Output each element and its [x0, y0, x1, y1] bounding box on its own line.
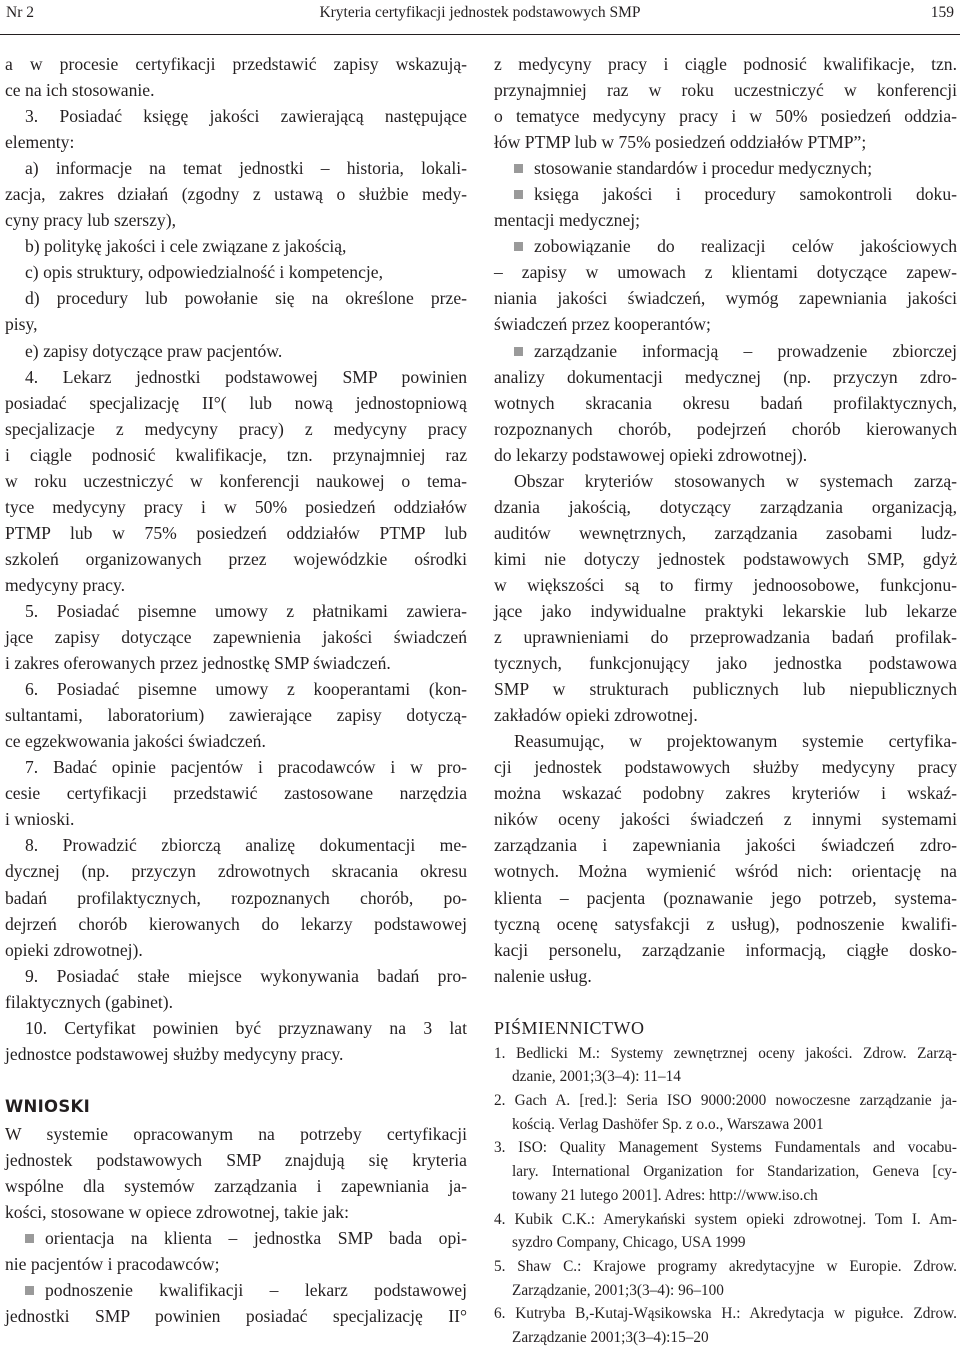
text-line [494, 728, 957, 754]
text-line [494, 520, 957, 546]
line-text: orientacja na klienta – jednostka SMP bada opi- [45, 1228, 467, 1249]
line-text: ce na ich stosowanie. [5, 80, 155, 101]
line-text: Reasumując, w projektowanym systemie certyfika- [514, 731, 957, 752]
line-text: 8. Prowadzić zbiorczą analizę dokumentacji me- [25, 835, 467, 856]
text-line [494, 103, 957, 129]
left-column [5, 51, 467, 1329]
line-text: z medycyny pracy i ciągle podnosić kwalifikacje, tzn. [494, 54, 957, 74]
text-line [5, 598, 467, 624]
line-text: jednostki SMP powinien posiadać specjalizację II° [5, 1306, 467, 1327]
text-line [494, 546, 957, 572]
text-line [494, 364, 957, 390]
line-text: analizy dokumentacji medycznej (np. przyczyn zdro- [494, 366, 957, 387]
line-text: c) opis struktury, odpowiedzialność i kompetencje, [25, 262, 383, 283]
text-line [494, 390, 957, 416]
line-text: pisy, [5, 314, 38, 335]
bullet-line [494, 338, 957, 364]
line-text: zacja, zakres działań (zgodny z ustawą o służbie medy- [5, 184, 467, 205]
line-text: 5. Shaw C.: Krajowe programy akredytacyjne w Europie. Zdrow. [494, 1257, 957, 1275]
reference-line [494, 1302, 957, 1326]
line-text: 4. Lekarz jednostki podstawowej SMP powinien [25, 366, 467, 387]
reference-line [494, 1160, 957, 1184]
text-line [5, 1251, 467, 1277]
line-text: a w procesie certyfikacji przedstawić zapisy wskazują- [5, 54, 467, 74]
line-text: o tematyce medycyny pracy i w 50% posiedzeń oddzia- [494, 106, 957, 127]
text-line [5, 520, 467, 546]
reference-line [494, 1065, 957, 1089]
line-text: cji jednostek podstawowych służby medycyny pracy [494, 757, 957, 778]
text-line [5, 103, 467, 129]
line-text: 6. Posiadać pisemne umowy z kooperantami (kon- [25, 679, 467, 700]
line-text: klienta – pacjenta (poznawanie jego potrzeb, systema- [494, 887, 957, 908]
text-line [5, 989, 467, 1015]
reference-line [494, 1255, 957, 1279]
text-line [5, 572, 467, 598]
text-line [5, 676, 467, 702]
references-list [494, 1042, 957, 1350]
page-number: 159 [930, 4, 954, 21]
line-text: zobowiązanie do realizacji celów jakościowych [534, 236, 957, 257]
line-text: W systemie opracowanym na potrzeby certyfikacji [5, 1123, 467, 1144]
line-text: auditów wewnętrznych, zarządzania zasobami ludz- [494, 522, 957, 543]
text-line [5, 311, 467, 337]
line-text: b) politykę jakości i cele związane z jakością, [25, 236, 347, 257]
line-text: kością. Verlag Dashöfer Sp. z o.o., Warszawa 2001 [512, 1115, 824, 1133]
reference-line [494, 1208, 957, 1232]
text-line [5, 754, 467, 780]
line-text: filaktycznych (gabinet). [5, 991, 174, 1012]
square-bullet-icon [25, 1234, 34, 1243]
reference-line [494, 1231, 957, 1255]
line-text: można wskazać podobny zakres kryteriów i wskaź- [494, 783, 957, 804]
line-text: medycyny pracy. [5, 574, 126, 595]
text-line [494, 468, 957, 494]
line-text: w roku uczestniczyć w konferencji naukowej o tema- [5, 470, 467, 491]
section-spacer [5, 1067, 467, 1093]
text-line [5, 858, 467, 884]
bullet-line [5, 1277, 467, 1303]
line-text: nie pacjentów i pracodawców; [5, 1254, 220, 1275]
line-text: towany 21 lutego 2001]. Adres: http://www.iso.ch [512, 1186, 818, 1204]
bullet-line [494, 181, 957, 207]
line-text: tyce medycyny pracy i w 50% posiedzeń oddziałów [5, 496, 467, 517]
text-line [494, 494, 957, 520]
text-line [5, 1041, 467, 1067]
text-line [5, 129, 467, 155]
text-line [5, 1173, 467, 1199]
line-text: Obszar kryteriów stosowanych w systemach zarzą- [514, 470, 957, 491]
line-text: i zakres oferowanych przez jednostkę SMP świadczeń. [5, 653, 391, 674]
right-column [494, 51, 957, 1350]
line-text: SMP w strukturach publicznych lub niepublicznych [494, 679, 957, 700]
line-text: ników oceny jakości świadczeń z innymi systemami [494, 809, 957, 830]
line-text: dycznej (np. przyczyn zdrowotnych skracania okresu [5, 861, 467, 882]
text-line [5, 233, 467, 259]
text-line [5, 546, 467, 572]
text-line [5, 442, 467, 468]
line-text: dzanie, 2001;3(3–4): 11–14 [512, 1068, 681, 1086]
reference-line [494, 1042, 957, 1066]
reference-line [494, 1113, 957, 1137]
bullet-line [494, 233, 957, 259]
line-text: kacji personelu, zarządzanie informacją, ciągłe dosko- [494, 939, 957, 960]
line-text: specjalizacje z medycyny pracy) z medycyny pracy [5, 418, 467, 439]
line-text: dejrzeń chorób kierowanych do lekarzy podstawowej [5, 913, 467, 934]
text-line [5, 155, 467, 181]
text-line [5, 780, 467, 806]
text-line [5, 77, 467, 103]
line-text: jące zapisy dotyczące zapewnienia jakości świadczeń [5, 627, 467, 648]
line-text: PTMP lub w 75% posiedzeń oddziałów PTMP lub [5, 522, 467, 543]
text-line [494, 285, 957, 311]
left-body-text [5, 51, 467, 1067]
issue-number: Nr 2 [6, 4, 34, 21]
text-line [5, 650, 467, 676]
line-text: podnoszenie kwalifikacji – lekarz podstawowej [45, 1280, 467, 1301]
running-header [0, 0, 960, 34]
text-line [494, 51, 957, 77]
text-line [494, 259, 957, 285]
text-line [5, 937, 467, 963]
line-text: przynajmniej raz w roku uczestniczyć w konferencji [494, 80, 957, 101]
text-line [5, 1303, 467, 1329]
text-line [494, 598, 957, 624]
line-text: e) zapisy dotyczące praw pacjentów. [25, 340, 283, 361]
text-line [5, 911, 467, 937]
line-text: i wnioski. [5, 809, 75, 830]
line-text: tycznych, funkcjonujący jako jednostka podstawowa [494, 653, 957, 674]
text-line [494, 885, 957, 911]
line-text: opieki zdrowotnej). [5, 939, 143, 960]
text-line [5, 416, 467, 442]
text-line [5, 207, 467, 233]
line-text: posiadać specjalizację II°( lub nową jednostopniową [5, 392, 467, 413]
text-line [5, 1121, 467, 1147]
line-text: 5. Posiadać pisemne umowy z płatnikami zawiera- [25, 600, 467, 621]
text-line [5, 51, 467, 77]
line-text: wotnych skracania okresu badań profilaktycznych, [494, 392, 957, 413]
text-line [494, 676, 957, 702]
header-rule [0, 34, 960, 35]
text-line [494, 311, 957, 337]
references-heading: PIŚMIENNICTWO [494, 1017, 645, 1038]
text-line [494, 937, 957, 963]
line-text: jednostce podstawowej służby medycyny pracy. [5, 1043, 344, 1064]
text-line [5, 285, 467, 311]
line-text: świadczeń przez kooperantów; [494, 314, 711, 335]
text-line [494, 911, 957, 937]
line-text: szkoleń organizowanych przez wojewódzkie ośrodki [5, 548, 467, 569]
text-line [5, 338, 467, 364]
conclusions-text [5, 1121, 467, 1329]
line-text: 1. Bedlicki M.: Systemy zewnętrznej oceny jakości. Zdrow. Zarzą- [494, 1044, 957, 1062]
line-text: rozpoznanych chorób, podejrzeń chorób kierowanych [494, 418, 957, 439]
text-line [494, 624, 957, 650]
line-text: badań profilaktycznych, rozpoznanych chorób, po- [5, 887, 467, 908]
line-text: 9. Posiadać stałe miejsce wykonywania badań pro- [25, 965, 467, 986]
text-line [494, 780, 957, 806]
text-line [5, 624, 467, 650]
text-line [5, 259, 467, 285]
text-line [494, 963, 957, 989]
line-text: kimi nie dotyczy jednostek podstawowych SMP, gdyż [494, 548, 957, 569]
line-text: 6. Kutryba B,-Kutaj-Wąsikowska H.: Akredytacja w pigułce. Zdrow. [494, 1305, 957, 1323]
line-text: – zapisy w umowach z klientami dotyczące zapew- [494, 262, 957, 283]
line-text: dzania jakością, dotyczący zarządzania organizacją, [494, 496, 957, 517]
text-line [494, 416, 957, 442]
line-text: wotnych. Można wymienić wśród nich: orientację na [494, 861, 957, 882]
line-text: elementy: [5, 132, 75, 153]
square-bullet-icon [514, 347, 523, 356]
line-text: jednostek podstawowych SMP znajdują się kryteria [5, 1149, 467, 1170]
line-text: lary. International Organization for Standarization, Geneva [cy- [512, 1163, 957, 1181]
square-bullet-icon [514, 242, 523, 251]
text-line [5, 494, 467, 520]
right-body-text [494, 51, 957, 989]
text-line [5, 963, 467, 989]
text-line [494, 442, 957, 468]
line-text: z uprawnieniami do przeprowadzania badań profilak- [494, 627, 957, 648]
line-text: łów PTMP lub w 75% posiedzeń oddziałów PTMP”; [494, 132, 867, 153]
reference-line [494, 1089, 957, 1113]
line-text: 7. Badać opinie pacjentów i pracodawców i w pro- [25, 757, 467, 778]
line-text: a) informacje na temat jednostki – historia, lokali- [25, 158, 467, 179]
reference-line [494, 1326, 957, 1350]
square-bullet-icon [514, 164, 523, 173]
reference-line [494, 1136, 957, 1160]
line-text: zakładów opieki zdrowotnej. [494, 705, 698, 726]
line-text: 4. Kubik C.K.: Amerykański system opieki zdrowotnej. Tom I. Am- [494, 1210, 957, 1228]
text-line [5, 468, 467, 494]
line-text: 2. Gach A. [red.]: Seria ISO 9000:2000 nowoczesne zarządzanie ja- [494, 1092, 957, 1110]
section-spacer [494, 989, 957, 1014]
line-text: i ciągle podnosić kwalifikacje, tzn. przynajmniej raz [5, 444, 467, 465]
text-line [5, 885, 467, 911]
text-line [5, 364, 467, 390]
text-line [494, 754, 957, 780]
text-line [494, 702, 957, 728]
conclusions-heading: WNIOSKI [5, 1096, 91, 1116]
text-line [5, 390, 467, 416]
reference-line [494, 1279, 957, 1303]
line-text: w większości są to firmy jednoosobowe, funkcjonu- [494, 574, 957, 595]
text-line [5, 181, 467, 207]
line-text: 10. Certyfikat powinien być przyznawany na 3 lat [25, 1017, 467, 1038]
text-line [494, 572, 957, 598]
line-text: cesie certyfikacji przedstawić zastosowane narzędzia [5, 783, 467, 804]
line-text: ce egzekwowania jakości świadczeń. [5, 731, 266, 752]
text-line [5, 806, 467, 832]
line-text: 3. ISO: Quality Management Systems Fundamentals and vocabu- [494, 1139, 957, 1157]
bullet-line [5, 1225, 467, 1251]
line-text: nalenie usług. [494, 965, 592, 986]
line-text: do lekarzy podstawowej opieki zdrowotnej). [494, 444, 808, 465]
line-text: stosowanie standardów i procedur medycznych; [534, 158, 873, 179]
line-text: 3. Posiadać księgę jakości zawierającą następujące [25, 106, 467, 127]
text-line [494, 650, 957, 676]
reference-line [494, 1184, 957, 1208]
text-line [5, 832, 467, 858]
line-text: d) procedury lub powołanie się na określone prze- [25, 288, 467, 309]
text-line [494, 207, 957, 233]
line-text: zarządzania i zapewniania jakości świadczeń zdro- [494, 835, 957, 856]
line-text: Zarządzanie, 2001;3(3–4): 96–100 [512, 1281, 724, 1299]
text-line [5, 728, 467, 754]
line-text: sultantami, laboratorium) zawierające zapisy dotyczą- [5, 705, 467, 726]
text-line [494, 806, 957, 832]
line-text: cyny pracy lub szerszy), [5, 210, 176, 231]
line-text: wspólne dla systemów zarządzania i zapewniania ja- [5, 1175, 467, 1196]
text-line [5, 1199, 467, 1225]
line-text: kości, stosowane w opiece zdrowotnej, takie jak: [5, 1201, 349, 1222]
text-line [494, 858, 957, 884]
square-bullet-icon [25, 1286, 34, 1295]
text-line [494, 77, 957, 103]
line-text: Zarządzanie 2001;3(3–4):15–20 [512, 1328, 709, 1346]
bullet-line [494, 155, 957, 181]
text-line [494, 832, 957, 858]
square-bullet-icon [514, 190, 523, 199]
running-title: Kryteria certyfikacji jednostek podstawowych SMP [319, 4, 641, 21]
line-text: zarządzanie informacją – prowadzenie zbiorczej [534, 340, 957, 361]
line-text: syzdro Company, Chicago, USA 1999 [512, 1234, 746, 1252]
line-text: niania jakości świadczeń, wymóg zapewniania jakości [494, 288, 957, 309]
line-text: jące jako indywidualne praktyki lekarskie lub lekarze [494, 600, 957, 621]
text-line [494, 129, 957, 155]
text-line [5, 1147, 467, 1173]
line-text: księga jakości i procedury samokontroli doku- [534, 184, 957, 205]
text-line [5, 702, 467, 728]
text-line [5, 1015, 467, 1041]
line-text: tyczną ocenę satysfakcji z usług), podnoszenie kwalifi- [494, 913, 957, 934]
line-text: mentacji medycznej; [494, 210, 641, 231]
